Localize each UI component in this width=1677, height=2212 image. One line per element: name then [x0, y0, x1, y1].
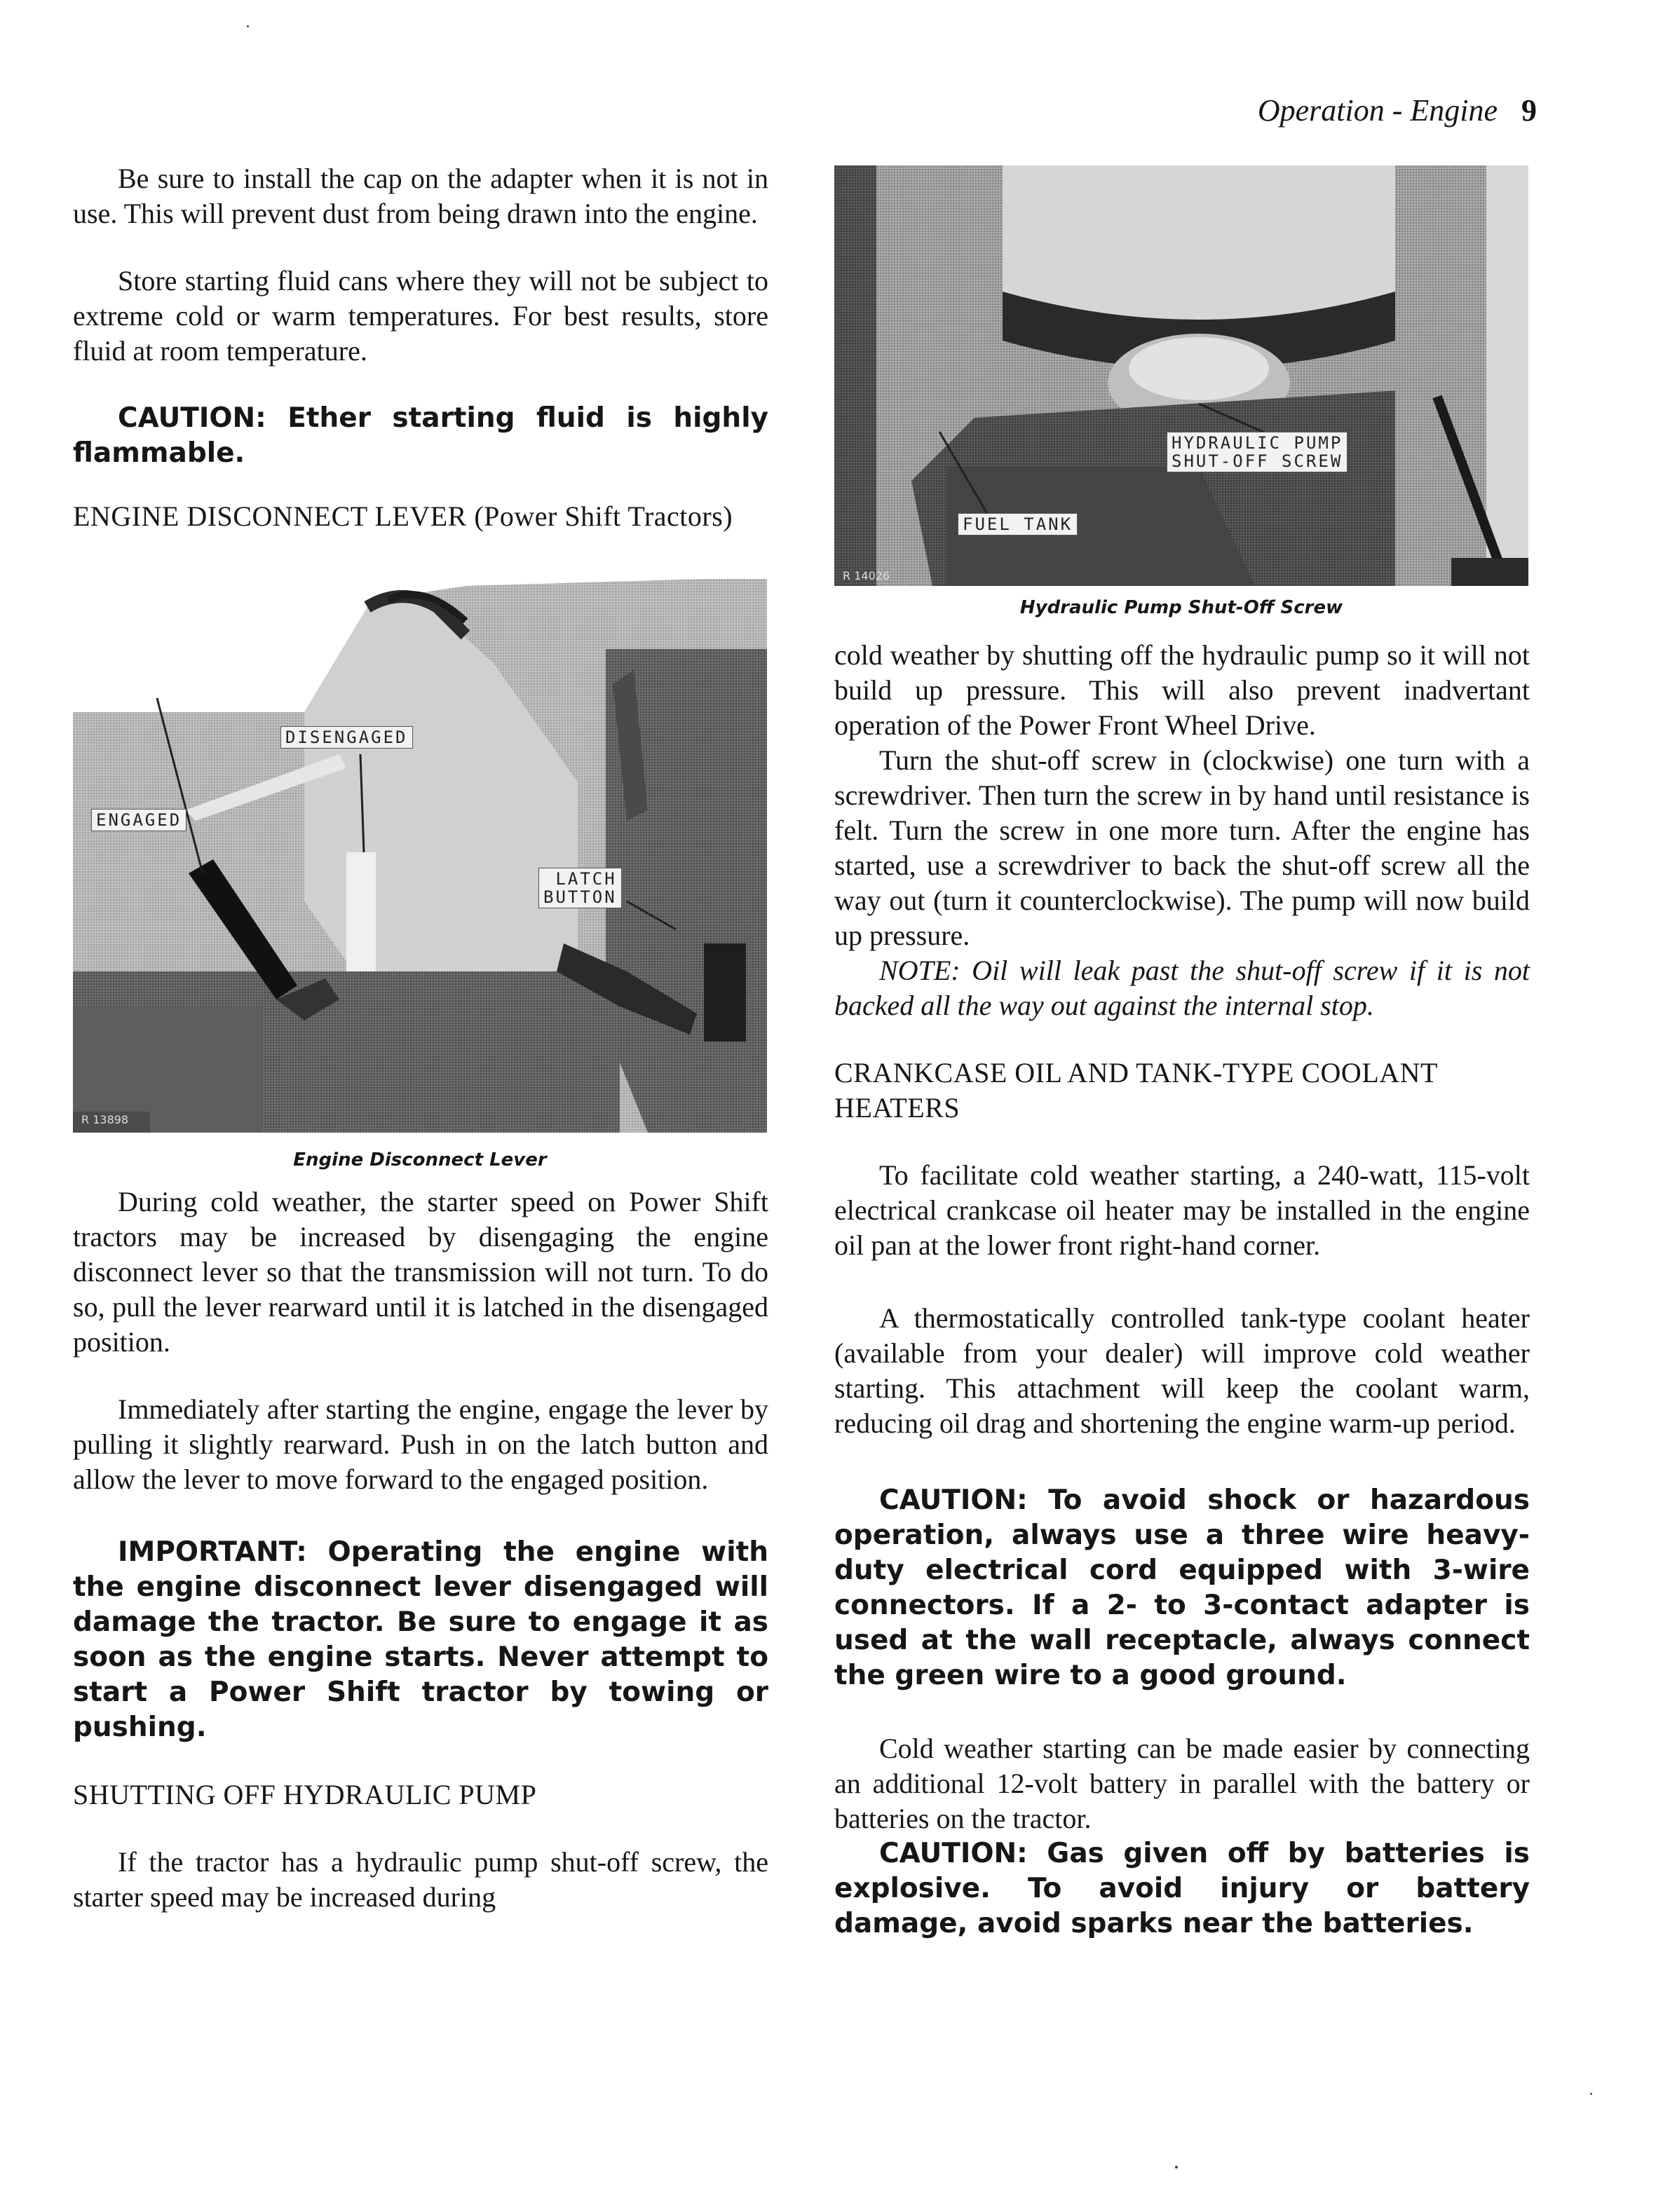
label-engaged: ENGAGED — [91, 809, 186, 831]
engine-disconnect-photo — [73, 579, 767, 1133]
caution-shock: CAUTION: To avoid shock or hazardous operation, always use a three wire heavy-duty electrical cord equipped with 3-wire connectors. If a 2- to 3-contact adapter is used at the wall receptacle, always connect the green wire to a good ground. — [834, 1484, 1530, 1691]
engine-disconnect-illustration — [73, 579, 767, 1133]
label-disengaged: DISENGAGED — [280, 726, 413, 749]
paragraph-hydraulic: If the tractor has a hydraulic pump shut-off screw, the starter speed may be increased during — [73, 1846, 768, 1913]
paragraph-turn-screw: Turn the shut-off screw in (clockwise) one turn with a screwdriver. Then turn the screw in by hand until resistance is felt. Turn the screw in one more turn. After the engine has started, use a screwdriver to back the shut-off screw all the way out (turn it counterclockwise). The pump will now build up pressure. — [834, 744, 1530, 951]
page-header — [1258, 93, 1537, 128]
caption-hydraulic-pump: Hydraulic Pump Shut-Off Screw — [1019, 597, 1343, 618]
figure-engine-disconnect — [73, 579, 767, 1170]
scan-speck — [1590, 2093, 1592, 2095]
paragraph-immediately: Immediately after starting the engine, engage the lever by pulling it slightly rearward. Push in on the latch button and allow the lever to move forward to the engaged position. — [73, 1393, 768, 1495]
paragraph-continued: cold weather by shutting off the hydraulic pump so it will not build up pressure. This will also prevent inadvertant operation of the Power Front Wheel Drive. — [834, 639, 1530, 741]
hydraulic-pump-photo — [834, 165, 1528, 586]
heading-heaters: CRANKCASE OIL AND TANK-TYPE COOLANT HEATERS — [834, 1057, 1438, 1124]
figure-code: R 13898 — [81, 1113, 129, 1126]
caution-gas: CAUTION: Gas given off by batteries is explosive. To avoid injury or battery damage, avoid sparks near the batteries. — [834, 1838, 1530, 1939]
caption-engine-disconnect: Engine Disconnect Lever — [293, 1149, 547, 1170]
hydraulic-pump-illustration — [834, 165, 1528, 586]
paragraph-facilitate: To facilitate cold weather starting, a 240-watt, 115-volt electrical crankcase oil heater may be installed in the engine oil pan at the lower front right-hand corner. — [834, 1159, 1530, 1261]
paragraph-thermostat: A thermostatically controlled tank-type coolant heater (available from your dealer) will improve cold weather starting. This attachment will keep the coolant warm, reducing oil drag and shortening the engine warm-up period. — [834, 1302, 1530, 1439]
right-column — [834, 638, 1530, 1941]
scan-speck — [247, 25, 249, 27]
paragraph-store-fluid: Store starting fluid cans where they will not be subject to extreme cold or warm temperatures. For best results, store fluid at room temperature. — [73, 265, 768, 367]
figure-hydraulic-pump — [834, 165, 1528, 618]
important-notice: IMPORTANT: Operating the engine with the engine disconnect lever disengaged will damage the tractor. Be sure to engage it as soon as the engine starts. Never attempt to start a Power Shift tractor by towing or pushing. — [73, 1536, 768, 1743]
note-oil-leak: NOTE: Oil will leak past the shut-off screw if it is not backed all the way out against the internal stop. — [834, 955, 1530, 1021]
paragraph-battery: Cold weather starting can be made easier by connecting an additional 12-volt battery in parallel with the battery or batteries on the tractor. — [834, 1733, 1530, 1834]
paragraph-cold-weather: During cold weather, the starter speed on Power Shift tractors may be increased by disengaging the engine disconnect lever so that the transmission will not turn. To do so, pull the lever rearward until it is latched in the disengaged position. — [73, 1186, 768, 1358]
heading-engine-disconnect: ENGINE DISCONNECT LEVER (Power Shift Tractors) — [73, 500, 733, 532]
running-title: Operation - Engine — [1257, 93, 1498, 128]
label-hydraulic-pump-screw: HYDRAULIC PUMP SHUT-OFF SCREW — [1167, 432, 1347, 472]
scan-speck — [1175, 2166, 1178, 2169]
heading-shutting-off-pump: SHUTTING OFF HYDRAULIC PUMP — [73, 1779, 537, 1810]
page-number: 9 — [1521, 93, 1537, 128]
label-latch-button: LATCH BUTTON — [538, 868, 622, 908]
label-fuel-tank: FUEL TANK — [958, 513, 1078, 535]
figure-code-hydraulic: R 14026 — [843, 569, 890, 582]
left-column — [73, 161, 768, 1915]
paragraph-cap: Be sure to install the cap on the adapter when it is not in use. This will prevent dust from being drawn into the engine. — [73, 163, 768, 229]
caution-ether: CAUTION: Ether starting fluid is highly flammable. — [73, 402, 768, 469]
